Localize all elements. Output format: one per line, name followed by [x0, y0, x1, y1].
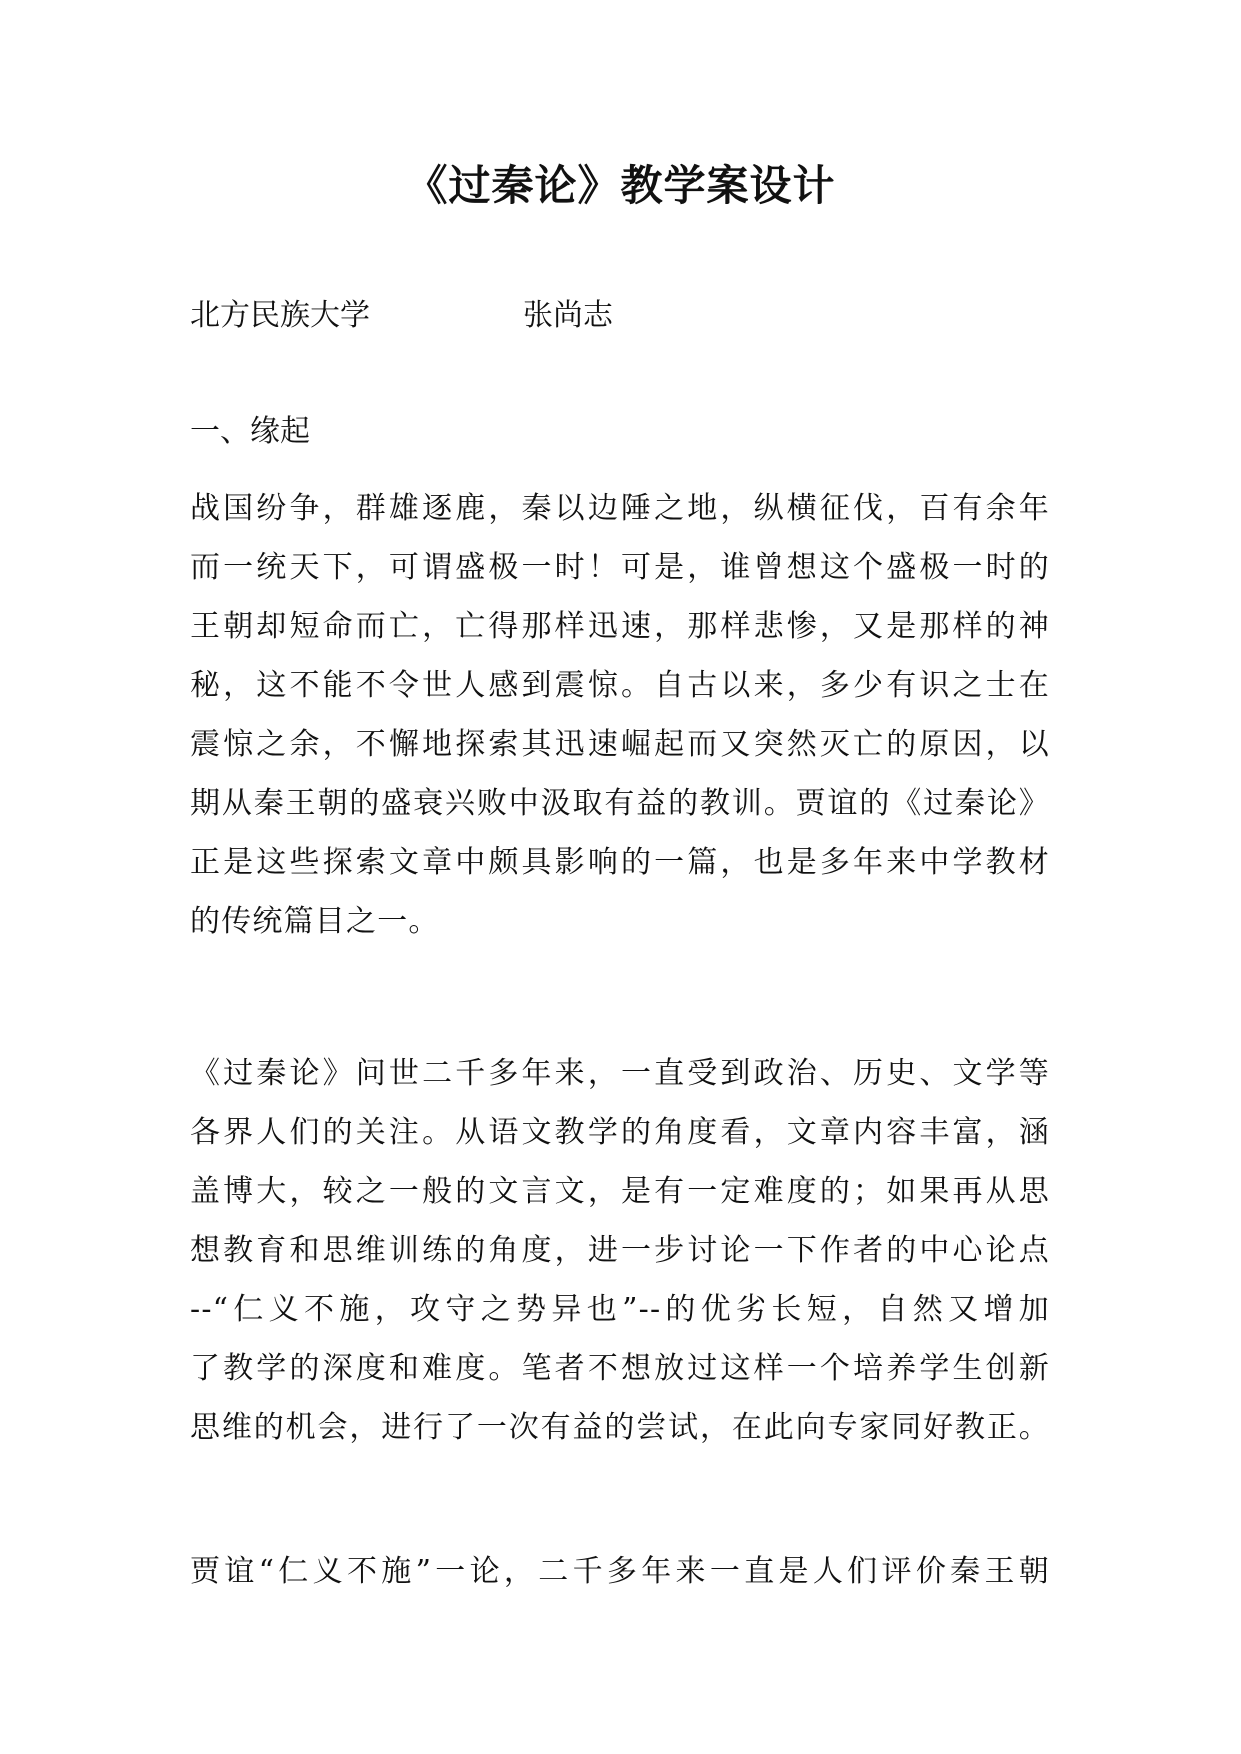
paragraph-line: 正是这些探索文章中颇具影响的一篇，也是多年来中学教材	[190, 845, 1050, 880]
paragraph-line: 王朝却短命而亡，亡得那样迅速，那样悲惨，又是那样的神	[190, 609, 1050, 644]
section-heading: 一、缘起	[190, 414, 310, 449]
paragraph-line: 而一统天下，可谓盛极一时！可是，谁曾想这个盛极一时的	[190, 550, 1050, 585]
paragraph-line: 的传统篇目之一。	[190, 904, 440, 939]
byline-institution: 北方民族大学	[190, 298, 370, 333]
paragraph-line: 想教育和思维训练的角度，进一步讨论一下作者的中心论点	[190, 1233, 1050, 1268]
byline	[190, 296, 613, 336]
paragraph-line: 期从秦王朝的盛衰兴败中汲取有益的教训。贾谊的《过秦论》	[190, 786, 1050, 821]
paragraph-line: 贾谊“仁义不施”一论，二千多年来一直是人们评价秦王朝	[190, 1554, 1050, 1589]
paragraph-1	[190, 479, 1050, 951]
paragraph-2	[190, 1044, 1050, 1457]
paragraph-line: --“仁义不施，攻守之势异也”--的优劣长短，自然又增加	[190, 1292, 1050, 1327]
paragraph-line: 战国纷争，群雄逐鹿，秦以边陲之地，纵横征伐，百有余年	[190, 491, 1050, 526]
paragraph-3	[190, 1542, 1050, 1601]
document-title: 《过秦论》教学案设计	[405, 161, 836, 210]
paragraph-line: 震惊之余，不懈地探索其迅速崛起而又突然灭亡的原因，以	[190, 727, 1050, 762]
byline-author: 张尚志	[523, 298, 613, 333]
paragraph-line: 思维的机会，进行了一次有益的尝试，在此向专家同好教正。	[190, 1410, 1050, 1445]
paragraph-line: 秘，这不能不令世人感到震惊。自古以来，多少有识之士在	[190, 668, 1050, 703]
paragraph-line: 《过秦论》问世二千多年来，一直受到政治、历史、文学等	[190, 1056, 1050, 1091]
paragraph-line: 各界人们的关注。从语文教学的角度看，文章内容丰富，涵	[190, 1115, 1050, 1150]
paragraph-line: 了教学的深度和难度。笔者不想放过这样一个培养学生创新	[190, 1351, 1050, 1386]
paragraph-line: 盖博大，较之一般的文言文，是有一定难度的；如果再从思	[190, 1174, 1050, 1209]
